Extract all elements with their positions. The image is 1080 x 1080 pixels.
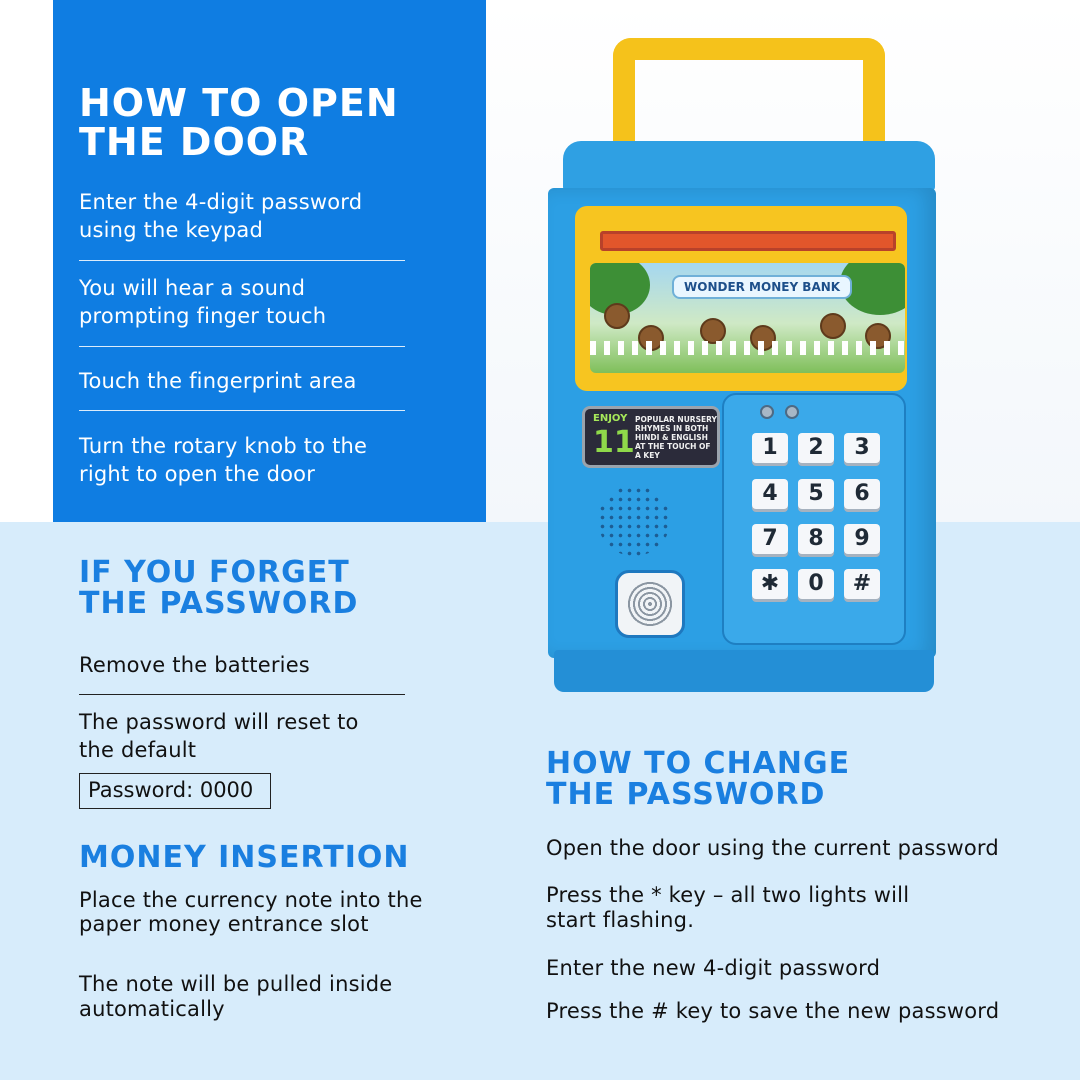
- sticker-description: POPULAR NURSERY RHYMES IN BOTH HINDI & ENGLISH AT THE TOUCH OF A KEY: [635, 415, 717, 460]
- money-slot: [600, 231, 896, 251]
- indicator-light: [785, 405, 799, 419]
- key-hash[interactable]: #: [844, 569, 880, 599]
- fingerprint-sensor-icon[interactable]: [615, 570, 685, 638]
- key-1[interactable]: 1: [752, 433, 788, 463]
- sticker-number: 11: [593, 425, 635, 460]
- indicator-light: [760, 405, 774, 419]
- open-door-step-1: Enter the 4-digit password using the keypad: [79, 190, 363, 242]
- open-door-step-3: Touch the fingerprint area: [79, 369, 357, 393]
- forget-password-heading: [79, 555, 359, 621]
- money-insertion-heading: MONEY INSERTION: [79, 840, 410, 875]
- monkey-scene-sticker: [590, 263, 905, 373]
- keypad-panel: [722, 393, 906, 645]
- toy-lid: [563, 141, 935, 191]
- key-8[interactable]: 8: [798, 524, 834, 554]
- divider: [79, 346, 405, 347]
- change-password-heading-line2: THE PASSWORD: [546, 776, 826, 812]
- change-password-step-3: Enter the new 4-digit password: [546, 956, 881, 980]
- divider: [79, 260, 405, 261]
- key-2[interactable]: 2: [798, 433, 834, 463]
- open-door-heading-line2: THE DOOR: [79, 119, 310, 164]
- key-3[interactable]: 3: [844, 433, 880, 463]
- key-7[interactable]: 7: [752, 524, 788, 554]
- forget-password-step-1: Remove the batteries: [79, 653, 310, 677]
- money-insertion-step-1: Place the currency note into the paper money entrance slot: [79, 888, 423, 936]
- default-password-box: Password: 0000: [79, 773, 271, 809]
- open-door-heading: [79, 81, 399, 164]
- forget-password-step-2: The password will reset to the default: [79, 710, 359, 762]
- monkey-graphic: [820, 313, 846, 339]
- change-password-step-4: Press the # key to save the new password: [546, 999, 1000, 1023]
- toy-base: [554, 650, 934, 692]
- change-password-step-2: Press the * key – all two lights will start flashing.: [546, 883, 910, 932]
- forget-password-heading-line2: THE PASSWORD: [79, 585, 359, 621]
- key-6[interactable]: 6: [844, 479, 880, 509]
- open-door-step-2: You will hear a sound prompting finger touch: [79, 276, 327, 328]
- nursery-rhymes-sticker: [582, 406, 720, 468]
- divider: [79, 410, 405, 411]
- sticker-enjoy-text: ENJOY: [593, 413, 628, 424]
- divider: [79, 694, 405, 695]
- fence-graphic: [590, 341, 905, 355]
- money-insertion-step-2: The note will be pulled inside automatically: [79, 972, 393, 1021]
- key-9[interactable]: 9: [844, 524, 880, 554]
- key-0[interactable]: 0: [798, 569, 834, 599]
- open-door-heading-line1: HOW TO OPEN: [79, 81, 399, 125]
- monkey-graphic: [604, 303, 630, 329]
- change-password-heading-line1: HOW TO CHANGE: [546, 746, 851, 781]
- key-star[interactable]: ✱: [752, 569, 788, 599]
- key-4[interactable]: 4: [752, 479, 788, 509]
- change-password-step-1: Open the door using the current password: [546, 836, 999, 860]
- open-door-step-4: Turn the rotary knob to the right to open the door: [79, 434, 368, 486]
- toy-brand-label: WONDER MONEY BANK: [672, 275, 852, 299]
- change-password-heading: [546, 746, 851, 812]
- speaker-grille: [598, 486, 670, 556]
- key-5[interactable]: 5: [798, 479, 834, 509]
- forget-password-heading-line1: IF YOU FORGET: [79, 555, 350, 590]
- toy-money-bank: [540, 38, 940, 698]
